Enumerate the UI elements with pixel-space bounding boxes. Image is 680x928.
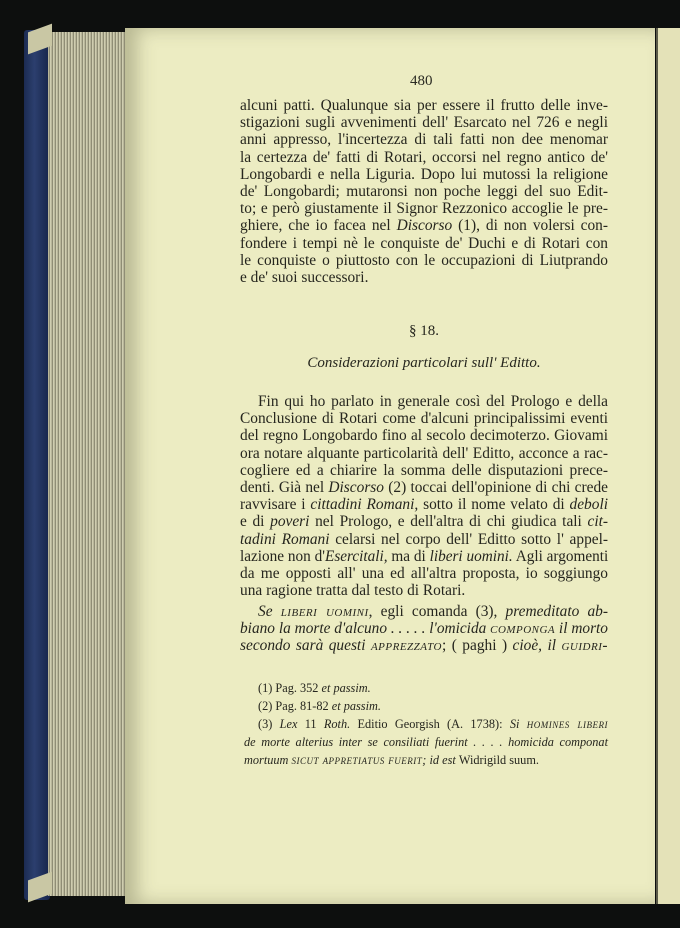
text-line [240,183,608,200]
text-line [244,733,608,751]
text-line [240,620,608,637]
text-line [240,149,608,166]
text-segment: (3) [258,717,280,731]
text-segment: lazione non d' [240,547,325,565]
text-line [240,269,608,286]
text-line [240,166,608,183]
text-segment: anni appresso, l'incertezza di tali fatti non dee menomar [240,131,608,149]
text-segment: liberi uomini. [429,547,513,565]
text-segment: mortuum [244,753,292,767]
text-segment: premeditato ab- [505,603,609,620]
text-segment: tadini Romani [240,530,330,548]
text-segment: Se [258,603,281,620]
paragraph-1 [240,97,608,286]
text-segment: Agli argomenti [512,547,609,565]
text-segment: secondo sarà questi [240,637,371,655]
text-segment: (1) Pag. 352 [258,681,322,695]
text-segment: e de' suoi successori. [240,268,369,286]
text-segment: ma di [387,547,430,565]
text-segment: le conquiste o piuttosto con le occupazioni di Liutprando [240,251,608,269]
text-line [244,697,608,715]
text-line [240,252,608,269]
text-line [240,217,608,234]
text-segment: et passim. [321,681,371,695]
text-segment: de' Longobardi; mutaronsi non poche leggi del suo Edit- [240,182,608,200]
text-line [244,751,608,769]
text-segment: Lex [279,717,298,731]
text-segment: del regno Longobardo fino al secolo decimoterzo. Giovami [240,427,608,445]
text-line [244,715,608,733]
section-number: § 18. [409,323,439,339]
text-segment: e di [240,513,271,531]
text-line [240,410,608,427]
text-line [240,603,608,620]
text-line [240,114,608,131]
text-line [240,496,608,513]
text-line [240,548,608,565]
text-line [240,582,608,599]
text-segment: homines liberi [526,717,608,731]
text-segment: cit- [587,513,609,531]
text-segment: denti. Già nel [240,478,329,496]
text-segment: (1), di non volersi con- [452,217,609,235]
text-segment: ora notare alquante particolarità dell' Editto, acconce a rac- [240,444,608,462]
text-segment: alcuni patti. Qualunque sia per essere il frutto delle inve- [240,97,608,114]
text-segment: , egli comanda (3), [368,603,506,620]
paragraph-3 [240,603,608,655]
text-segment: sotto il nome velato di [418,496,570,514]
text-segment: et passim. [331,699,381,713]
text-segment: poveri [270,513,310,531]
text-segment: 11 [297,717,324,731]
text-line [240,131,608,148]
text-segment: fondere i tempi nè le conquiste de' Duchi e di Rotari con [240,234,608,252]
text-segment: stigazioni sugli avvenimenti dell' Esarcato nel 726 e negli [240,114,608,132]
text-line [240,200,608,217]
text-segment: sicut appretiatus fuerit [291,753,423,767]
text-line [244,679,608,697]
text-line [240,565,608,582]
text-segment: Discorso [328,478,384,496]
paragraph-2 [240,393,608,599]
text-segment: deboli [569,496,609,514]
text-segment: cogliere ed a chiarire la somma delle disputazioni prece- [240,461,608,479]
text-segment: Si [509,717,527,731]
text-segment: cittadini Romani, [310,496,419,514]
text-line [240,393,608,410]
footnotes [244,679,608,769]
text-line [240,97,608,114]
text-segment: da me opposti all' una ed all'altra proposta, io soggiungo [240,564,608,582]
text-line [240,479,608,496]
text-segment: Widrigild suum. [458,753,539,767]
text-line [240,462,608,479]
text-segment: (2) toccai dell'opinione di chi crede [384,478,608,496]
text-segment: Conclusione di Rotari come d'alcuni principalissimi eventi [240,410,608,428]
text-segment: cioè, il [512,637,562,655]
text-segment: Longobardi e nella Liguria. Dopo lui mutossi la religione [240,165,608,183]
text-segment: il morto [555,620,608,638]
text-segment: apprezzato [370,637,442,655]
text-segment: ; ( paghi ) [441,637,513,655]
text-segment: guidri- [561,637,608,655]
text-segment: Esercitali, [324,547,388,565]
text-line [240,445,608,462]
text-segment: Roth. [323,717,351,731]
text-segment: una ragione tratta dal testo di Rotari. [240,582,466,600]
facing-page-edge [656,28,680,904]
page-number: 480 [410,73,433,89]
text-line [240,513,608,530]
page-edges [48,32,126,896]
text-segment: celarsi nel corpo dell' Editto sotto l' appel- [329,530,608,548]
text-line [240,235,608,252]
text-line [240,637,608,654]
text-line [240,531,608,548]
text-segment: Editio Georgish (A. 1738): [350,717,510,731]
text-segment: componga [490,620,556,638]
text-segment: (2) Pag. 81-82 [258,699,332,713]
text-segment: to; e però giustamente il Signor Rezzonico accoglie le pre- [240,200,608,218]
section-heading: Considerazioni particolari sull' Editto. [307,355,541,371]
text-line [240,427,608,444]
text-segment: la certezza de' fatti di Rotari, occorsi nel regno antico de' [240,148,608,166]
book-spine [24,30,50,900]
text-segment: ravvisare i [240,496,311,514]
text-segment: Fin qui ho parlato in generale così del Prologo e della [258,393,608,410]
text-segment: ghiere, che io facea nel [240,217,397,235]
text-segment: Discorso [396,217,453,235]
text-segment: nel Prologo, e dell'altra di chi giudica tali [309,513,588,531]
text-segment: liberi uomini [280,603,369,620]
text-segment: ; id est [422,753,459,767]
text-segment: biano la morte d'alcuno . . . . . l'omicida [240,620,491,638]
text-segment: de morte alterius inter se consiliati fuerint . . . . homicida componat [244,735,608,749]
